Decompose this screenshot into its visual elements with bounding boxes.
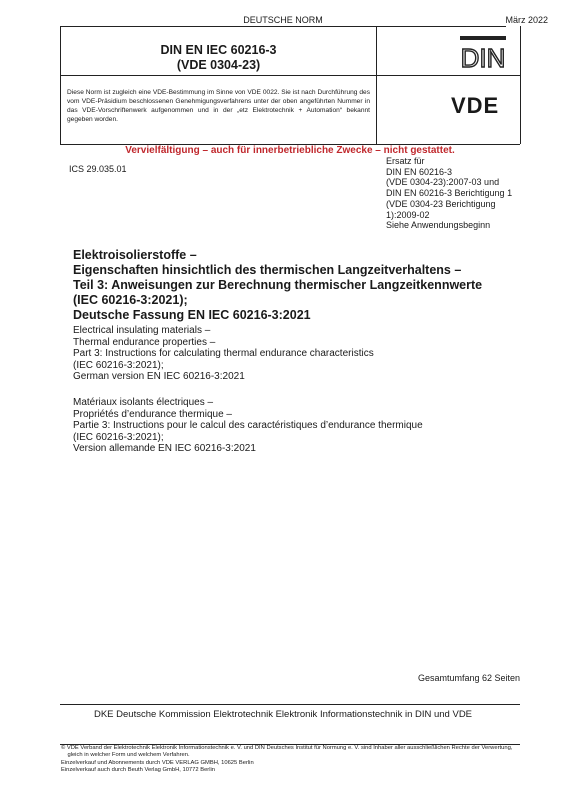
din-logo-text: DIN bbox=[460, 43, 506, 73]
title-line: Propriétés d’endurance thermique – bbox=[73, 408, 232, 420]
publication-date: März 2022 bbox=[505, 15, 548, 25]
divider bbox=[376, 26, 377, 144]
replacement-info bbox=[386, 156, 526, 231]
total-pages: Gesamtumfang 62 Seiten bbox=[417, 673, 520, 683]
title-german bbox=[73, 248, 513, 323]
footer-line: Einzelverkauf und Abonnements durch VDE VERLAG GMBH, 10625 Berlin bbox=[61, 759, 254, 766]
header-label: DEUTSCHE NORM bbox=[243, 15, 323, 25]
title-line: Matériaux isolants électriques – bbox=[73, 397, 214, 408]
divider bbox=[520, 26, 521, 144]
title-line: (IEC 60216-3:2021); bbox=[73, 359, 164, 371]
divider bbox=[60, 75, 520, 76]
title-line: Deutsche Fassung EN IEC 60216-3:2021 bbox=[73, 308, 311, 322]
title-line: Partie 3: Instructions pour le calcul des caractéristiques d’endurance thermique bbox=[73, 420, 423, 432]
footer-line: Einzelverkauf auch durch Beuth Verlag GmbH, 10772 Berlin bbox=[61, 766, 216, 773]
title-line: (IEC 60216-3:2021); bbox=[73, 293, 188, 307]
copyright-footer bbox=[61, 745, 531, 774]
title-line: Elektroisolierstoffe – bbox=[73, 248, 197, 262]
replacement-line: DIN EN 60216-3 Berichtigung 1 bbox=[386, 188, 513, 199]
footer-line: gleich in welcher Form und welchem Verfahren. bbox=[61, 752, 190, 759]
footer-line: © VDE Verband der Elektrotechnik Elektronik Informationstechnik e. V. und DIN Deutsches Institut für Normung e. V. sind Inhaber aller ausschließlichen Rechte der Verwertung, bbox=[61, 745, 513, 751]
commission-name: DKE Deutsche Kommission Elektrotechnik Elektronik Informationstechnik in DIN und VDE bbox=[93, 709, 473, 720]
title-line: (IEC 60216-3:2021); bbox=[73, 431, 164, 443]
title-line: Version allemande EN IEC 60216-3:2021 bbox=[73, 443, 256, 455]
document-number: DIN EN IEC 60216-3 bbox=[160, 43, 277, 57]
vde-logo: VDE bbox=[451, 93, 500, 118]
title-line: Electrical insulating materials – bbox=[73, 325, 211, 336]
din-logo bbox=[459, 35, 507, 73]
title-block bbox=[60, 26, 520, 144]
title-line: Part 3: Instructions for calculating thermal endurance characteristics bbox=[73, 348, 374, 360]
replacement-line: Ersatz für bbox=[386, 156, 425, 166]
document-number-block bbox=[67, 43, 370, 73]
replacement-line: (VDE 0304-23 Berichtigung bbox=[386, 198, 496, 209]
ics-code: ICS 29.035.01 bbox=[69, 164, 127, 174]
replacement-line: DIN EN 60216-3 bbox=[386, 166, 453, 177]
replacement-line: 1):2009-02 bbox=[386, 209, 430, 220]
commission-rule bbox=[60, 704, 520, 705]
replacement-line: Siehe Anwendungsbeginn bbox=[386, 220, 491, 231]
title-line: Thermal endurance properties – bbox=[73, 336, 216, 348]
replacement-line: (VDE 0304-23):2007-03 und bbox=[386, 177, 500, 188]
title-line: Teil 3: Anweisungen zur Berechnung thermischer Langzeitkennwerte bbox=[73, 278, 483, 292]
title-english bbox=[73, 325, 513, 383]
vde-number: (VDE 0304-23) bbox=[176, 58, 261, 72]
title-line: German version EN IEC 60216-3:2021 bbox=[73, 371, 245, 383]
vde-notice: Diese Norm ist zugleich eine VDE-Bestimmung im Sinne von VDE 0022. Sie ist nach Durchführung des vom VDE-Präsidium beschlossenen Genehmigungsverfahrens unter der oben angeführten Nummer in das VDE-Vorschriftenwerk aufgenommen und in der „etz Elektrotechnik + Automation“ bekannt gegeben worden. bbox=[67, 89, 370, 123]
copy-warning: Vervielfältigung – auch für innerbetriebliche Zwecke – nicht gestattet. bbox=[125, 145, 455, 156]
title-line: Eigenschaften hinsichtlich des thermischen Langzeitverhaltens – bbox=[73, 263, 462, 277]
title-french bbox=[73, 397, 513, 455]
divider bbox=[60, 26, 61, 144]
